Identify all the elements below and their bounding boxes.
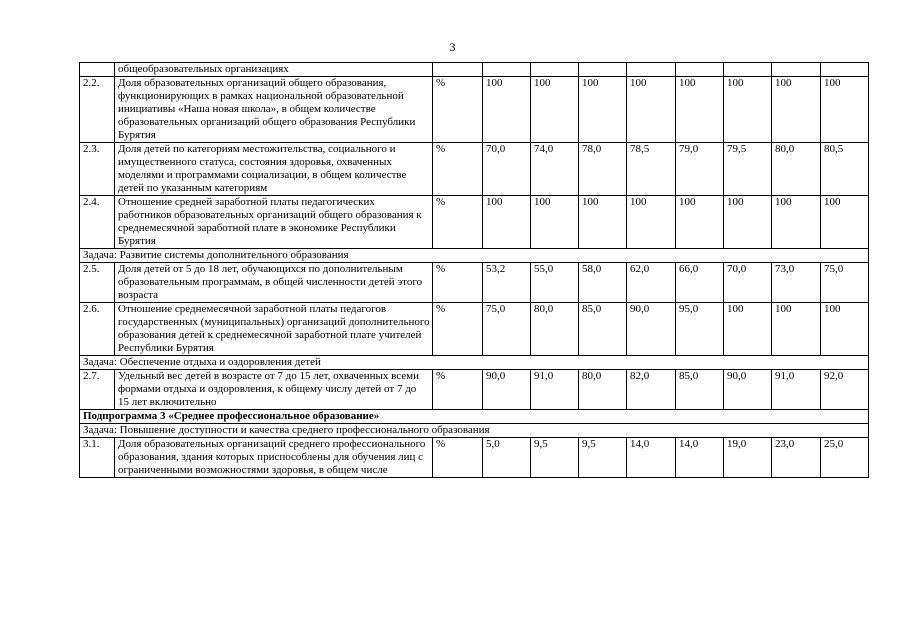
unit-cell: % (433, 196, 483, 249)
unit-cell: % (433, 370, 483, 410)
value-cell: 100 (821, 77, 869, 143)
unit-cell: % (433, 143, 483, 196)
value-cell: 78,0 (579, 143, 627, 196)
value-cell: 100 (579, 196, 627, 249)
table-row (80, 263, 869, 303)
table-row (80, 196, 869, 249)
value-cell: 100 (772, 303, 821, 356)
row-number-cell: 2.5. (80, 263, 115, 303)
task-row (80, 249, 869, 263)
indicators-table (79, 62, 869, 478)
row-number-cell: 2.2. (80, 77, 115, 143)
row-number-cell: 2.6. (80, 303, 115, 356)
value-cell: 100 (724, 77, 772, 143)
value-cell: 14,0 (627, 438, 676, 478)
subprogram-row (80, 410, 869, 424)
value-cell: 58,0 (579, 263, 627, 303)
value-cell: 100 (483, 196, 531, 249)
value-cell: 85,0 (579, 303, 627, 356)
indicator-name-cell: Доля детей от 5 до 18 лет, обучающихся по дополнительным образовательным программам, в общей численности детей этого возраста (115, 263, 433, 303)
value-cell: 55,0 (531, 263, 579, 303)
value-cell: 100 (821, 196, 869, 249)
value-cell: 92,0 (821, 370, 869, 410)
page-number: 3 (449, 40, 456, 54)
value-cell: 90,0 (627, 303, 676, 356)
unit-cell: % (433, 303, 483, 356)
indicator-name-cell: Отношение средней заработной платы педагогических работников образовательных организаций общего образования к среднемесячной заработной плате в экономике Республики Бурятия (115, 196, 433, 249)
value-cell: 91,0 (772, 370, 821, 410)
value-cell: 75,0 (821, 263, 869, 303)
value-cell: 85,0 (676, 370, 724, 410)
value-cell: 100 (676, 77, 724, 143)
row-number-cell: 2.4. (80, 196, 115, 249)
row-number-cell: 3.1. (80, 438, 115, 478)
value-cell: 23,0 (772, 438, 821, 478)
value-cell: 100 (724, 196, 772, 249)
value-cell: 14,0 (676, 438, 724, 478)
value-cell: 78,5 (627, 143, 676, 196)
indicator-name-cell: Удельный вес детей в возрасте от 7 до 15 лет, охваченных всеми формами отдыха и оздоровления, к общему числу детей от 7 до 15 лет включительно (115, 370, 433, 410)
value-cell: 66,0 (676, 263, 724, 303)
table-row (80, 77, 869, 143)
value-cell: 80,0 (579, 370, 627, 410)
value-cell: 80,0 (531, 303, 579, 356)
value-cell: 53,2 (483, 263, 531, 303)
value-cell: 9,5 (531, 438, 579, 478)
value-cell: 70,0 (724, 263, 772, 303)
value-cell: 70,0 (483, 143, 531, 196)
task-heading: Задача: Развитие системы дополнительного образования (80, 249, 869, 263)
indicator-name-cell: Доля детей по категориям местожительства, социального и имущественного статуса, состояния здоровья, охваченных моделями и программами социализации, в общем количестве детей по указанным категориям (115, 143, 433, 196)
value-cell: 79,5 (724, 143, 772, 196)
indicator-name-cell: Доля образовательных организаций среднего профессионального образования, здания которых приспособлены для обучения лиц с ограниченными возможностями здоровья, в общем числе (115, 438, 433, 478)
value-cell: 100 (772, 77, 821, 143)
value-cell: 80,5 (821, 143, 869, 196)
value-cell: 90,0 (483, 370, 531, 410)
table-row (80, 438, 869, 478)
value-cell: 90,0 (724, 370, 772, 410)
value-cell: 100 (531, 196, 579, 249)
value-cell: 79,0 (676, 143, 724, 196)
value-cell: 100 (579, 77, 627, 143)
row-number-cell: 2.7. (80, 370, 115, 410)
value-cell: 9,5 (579, 438, 627, 478)
value-cell: 80,0 (772, 143, 821, 196)
value-cell: 100 (724, 303, 772, 356)
task-row (80, 424, 869, 438)
value-cell: 100 (531, 77, 579, 143)
value-cell: 62,0 (627, 263, 676, 303)
unit-cell: % (433, 438, 483, 478)
value-cell: 100 (627, 77, 676, 143)
table-row (80, 303, 869, 356)
table-row-continuation (80, 63, 869, 77)
subprogram-heading: Подпрограмма 3 «Среднее профессиональное образование» (80, 410, 869, 424)
value-cell: 95,0 (676, 303, 724, 356)
value-cell: 74,0 (531, 143, 579, 196)
unit-cell: % (433, 263, 483, 303)
value-cell: 5,0 (483, 438, 531, 478)
indicator-name-cell: общеобразовательных организациях (115, 63, 433, 77)
table-row (80, 143, 869, 196)
table-row (80, 370, 869, 410)
value-cell: 100 (627, 196, 676, 249)
unit-cell: % (433, 77, 483, 143)
value-cell: 100 (772, 196, 821, 249)
value-cell: 73,0 (772, 263, 821, 303)
row-number-cell: 2.3. (80, 143, 115, 196)
value-cell: 100 (676, 196, 724, 249)
value-cell: 75,0 (483, 303, 531, 356)
row-number-cell (80, 63, 115, 77)
task-heading: Задача: Повышение доступности и качества среднего профессионального образования (80, 424, 869, 438)
value-cell: 82,0 (627, 370, 676, 410)
value-cell: 19,0 (724, 438, 772, 478)
value-cell: 100 (821, 303, 869, 356)
task-heading: Задача: Обеспечение отдыха и оздоровления детей (80, 356, 869, 370)
task-row (80, 356, 869, 370)
indicator-name-cell: Отношение среднемесячной заработной платы педагогов государственных (муниципальных) организаций дополнительного образования детей к среднемесячной заработной плате учителей Республики Бурятия (115, 303, 433, 356)
value-cell: 91,0 (531, 370, 579, 410)
value-cell: 100 (483, 77, 531, 143)
indicator-name-cell: Доля образовательных организаций общего образования, функционирующих в рамках национальной образовательной инициативы «Наша новая школа», в общем количестве образовательных организаций общего образования Республики Бурятия (115, 77, 433, 143)
value-cell: 25,0 (821, 438, 869, 478)
